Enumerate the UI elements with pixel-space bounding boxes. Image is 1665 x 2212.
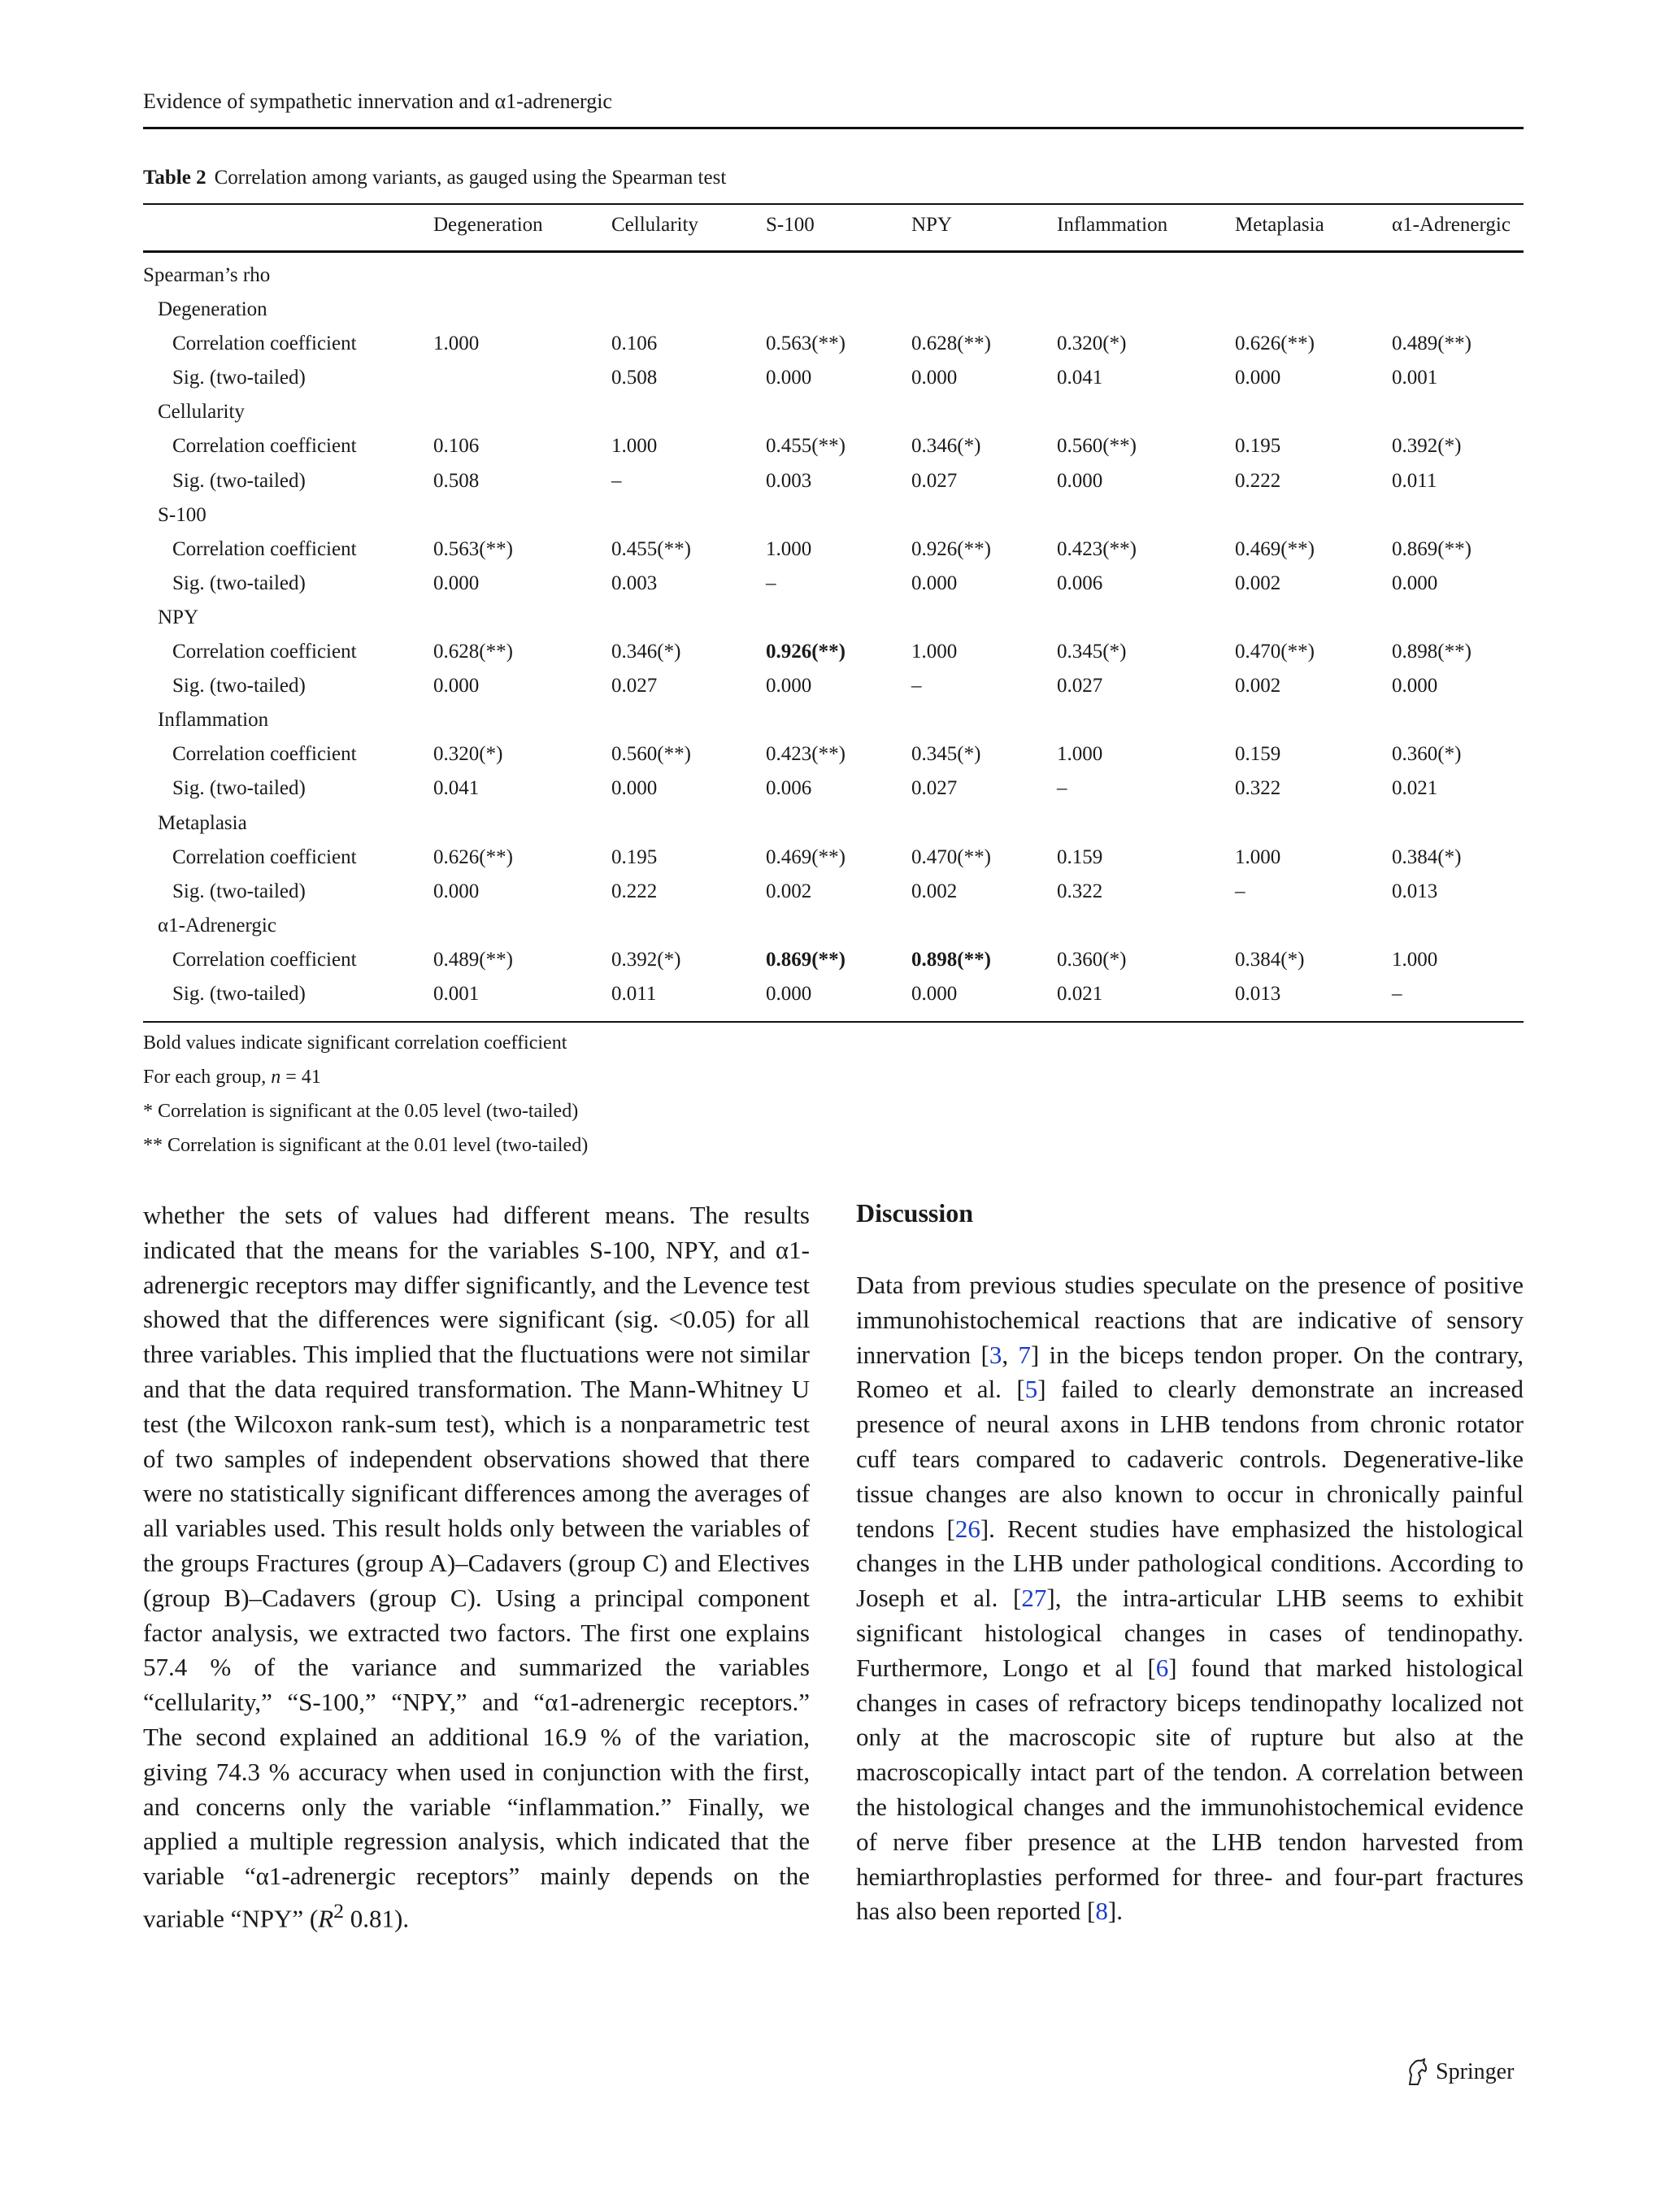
- right-column-paragraph: [856, 1268, 1524, 1929]
- coefficient-cell: 0.346(*): [611, 641, 681, 663]
- header-rule: [143, 127, 1524, 129]
- coefficient-cell: 0.384(*): [1235, 949, 1305, 971]
- text-run: ]. Recent studies have emphasized the histological changes in the LHB under pathological conditions. According to Joseph et al. [: [856, 1514, 1524, 1613]
- footnote-n-value: = 41: [280, 1067, 321, 1088]
- citation-link[interactable]: 26: [954, 1514, 980, 1543]
- variable-label: S-100: [158, 504, 206, 526]
- coefficient-cell: 0.106: [611, 332, 658, 354]
- publisher-name: Springer: [1436, 2059, 1515, 2084]
- coefficient-label: Correlation coefficient: [172, 949, 357, 971]
- citation-link[interactable]: 3: [989, 1340, 1002, 1369]
- coefficient-label: Correlation coefficient: [172, 846, 357, 868]
- significance-cell: 0.011: [611, 983, 657, 1005]
- r-squared-letter: R: [318, 1904, 334, 1933]
- text-run: ], the intra-articular LHB seems to exhibit significant histological changes in cases of tendinopathy. Furthermore, Longo et al [: [856, 1584, 1524, 1682]
- text-run: ] failed to clearly demonstrate an increased presence of neural axons in LHB tendons from chronic rotator cuff tears compared to cadaveric controls. Degenerative-like tissue changes are also known to occur in chronically painful tendons [: [856, 1375, 1524, 1543]
- significance-cell: 0.003: [611, 572, 658, 594]
- significance-cell: 0.000: [1057, 470, 1103, 492]
- significance-cell: 0.003: [766, 470, 812, 492]
- coefficient-cell: 0.360(*): [1057, 949, 1127, 971]
- variable-label: Degeneration: [158, 298, 267, 320]
- coefficient-cell: 0.628(**): [433, 641, 513, 663]
- left-paragraph-text: whether the sets of values had different means. The results indicated that the means for the variables S-100, NPY, and α1-adrenergic receptors may differ significantly, and the Levence test showed that the differences were significant (sig. <0.05) for all three variables. This implied that the fluctuations were not similar and that the data required transformation. The Mann-Whitney U test (the Wilcoxon rank-sum test), which is a nonparametric test of two samples of independent observations showed that there were no statistically significant differences among the averages of all variables used. This result holds only between the variables of the groups Fractures (group A)–Cadavers (group C) and Electives (group B)–Cadavers (group C). Using a principal component factor analysis, we extracted two factors. The first one explains 57.4 % of the variance and summarized the variables “cellularity,” “S-100,” “NPY,” and “α1-adrenergic receptors.” The second explained an additional 16.9 % of the variation, giving 74.3 % accuracy when used in conjunction with the first, and concerns only the variable “inflammation.” Finally, we applied a multiple regression analysis, which indicated that the variable “α1-adrenergic receptors” mainly depends on the variable “NPY” (: [143, 1201, 810, 1933]
- coefficient-cell: 1.000: [1057, 743, 1103, 765]
- left-column-paragraph: [143, 1198, 810, 1936]
- significance-cell: 0.508: [433, 470, 480, 492]
- significance-cell: 0.000: [433, 880, 480, 902]
- coefficient-cell: 1.000: [911, 641, 958, 663]
- citation-link[interactable]: 6: [1155, 1653, 1169, 1682]
- coefficient-label: Correlation coefficient: [172, 332, 357, 354]
- significance-cell: 0.021: [1057, 983, 1103, 1005]
- coefficient-cell: 0.345(*): [1057, 641, 1127, 663]
- table-caption: [143, 167, 726, 189]
- significance-cell: 0.222: [1235, 470, 1281, 492]
- column-header: Cellularity: [611, 214, 698, 236]
- significance-cell: 0.000: [911, 367, 958, 389]
- coefficient-cell: 0.898(**): [911, 949, 991, 971]
- coefficient-cell: 0.626(**): [1235, 332, 1315, 354]
- significance-label: Sig. (two-tailed): [172, 572, 306, 594]
- significance-label: Sig. (two-tailed): [172, 675, 306, 697]
- variable-label: Cellularity: [158, 401, 245, 423]
- significance-cell: 0.011: [1392, 470, 1437, 492]
- significance-cell: 0.000: [911, 983, 958, 1005]
- coefficient-cell: 0.345(*): [911, 743, 981, 765]
- coefficient-cell: 0.195: [1235, 435, 1281, 457]
- coefficient-row: [143, 538, 1524, 572]
- table-top-rule: [143, 203, 1524, 205]
- r-squared-exponent: 2: [333, 1898, 345, 1923]
- column-header: Inflammation: [1057, 214, 1168, 236]
- left-paragraph-end: 0.81).: [344, 1904, 410, 1933]
- significance-cell: 0.000: [1235, 367, 1281, 389]
- coefficient-cell: 0.455(**): [766, 435, 846, 457]
- significance-row: [143, 367, 1524, 401]
- significance-cell: 0.000: [1392, 572, 1438, 594]
- footnote-bold: Bold values indicate significant correlation coefficient: [143, 1032, 567, 1054]
- running-head: Evidence of sympathetic innervation and α1-adrenergic: [143, 89, 612, 113]
- column-header: α1-Adrenergic: [1392, 214, 1511, 236]
- significance-cell: 0.041: [1057, 367, 1103, 389]
- group-label: Spearman’s rho: [143, 264, 271, 286]
- coefficient-cell: 0.195: [611, 846, 658, 868]
- coefficient-cell: 0.489(**): [433, 949, 513, 971]
- significance-cell: –: [1057, 777, 1067, 799]
- variable-row-label: [143, 812, 1524, 846]
- coefficient-cell: 0.423(**): [766, 743, 846, 765]
- text-run: ].: [1107, 1897, 1123, 1926]
- coefficient-cell: 0.560(**): [611, 743, 691, 765]
- significance-cell: 0.222: [611, 880, 658, 902]
- coefficient-row: [143, 332, 1524, 367]
- variable-row-label: [143, 298, 1524, 332]
- coefficient-cell: 0.159: [1235, 743, 1281, 765]
- significance-cell: 0.006: [1057, 572, 1103, 594]
- significance-cell: –: [911, 675, 922, 697]
- significance-cell: 0.000: [766, 675, 812, 697]
- significance-row: [143, 983, 1524, 1017]
- table-bottom-rule: [143, 1021, 1524, 1023]
- significance-cell: 0.000: [766, 367, 812, 389]
- column-header: S-100: [766, 214, 815, 236]
- variable-row-label: [143, 915, 1524, 949]
- significance-cell: 0.001: [433, 983, 480, 1005]
- coefficient-cell: 1.000: [611, 435, 658, 457]
- coefficient-cell: 0.469(**): [766, 846, 846, 868]
- significance-row: [143, 675, 1524, 709]
- coefficient-label: Correlation coefficient: [172, 641, 357, 663]
- significance-cell: 0.002: [911, 880, 958, 902]
- significance-label: Sig. (two-tailed): [172, 470, 306, 492]
- coefficient-cell: 0.320(*): [433, 743, 503, 765]
- variable-row-label: [143, 504, 1524, 538]
- significance-row: [143, 572, 1524, 606]
- coefficient-label: Correlation coefficient: [172, 538, 357, 560]
- coefficient-cell: 0.320(*): [1057, 332, 1127, 354]
- coefficient-cell: 1.000: [1235, 846, 1281, 868]
- table-header-rule: [143, 250, 1524, 253]
- significance-cell: 0.002: [766, 880, 812, 902]
- coefficient-cell: 0.455(**): [611, 538, 691, 560]
- footnote-n-var: n: [271, 1067, 281, 1088]
- variable-row-label: [143, 401, 1524, 435]
- footnote-one-star: * Correlation is significant at the 0.05 level (two-tailed): [143, 1101, 579, 1122]
- text-run: ,: [1002, 1340, 1019, 1369]
- significance-row: [143, 470, 1524, 504]
- significance-cell: 0.013: [1235, 983, 1281, 1005]
- variable-label: Metaplasia: [158, 812, 247, 834]
- variable-label: Inflammation: [158, 709, 269, 731]
- coefficient-cell: 0.563(**): [433, 538, 513, 560]
- significance-cell: –: [611, 470, 622, 492]
- variable-label: α1-Adrenergic: [158, 915, 276, 937]
- significance-cell: 0.001: [1392, 367, 1438, 389]
- coefficient-cell: 0.869(**): [766, 949, 846, 971]
- significance-cell: 0.000: [433, 572, 480, 594]
- citation-link[interactable]: 8: [1095, 1897, 1108, 1926]
- coefficient-cell: 0.470(**): [1235, 641, 1315, 663]
- coefficient-cell: 0.898(**): [1392, 641, 1472, 663]
- footnote-two-star: ** Correlation is significant at the 0.01 level (two-tailed): [143, 1135, 589, 1156]
- coefficient-cell: 0.563(**): [766, 332, 846, 354]
- coefficient-row: [143, 949, 1524, 983]
- citation-link[interactable]: 27: [1021, 1584, 1047, 1613]
- significance-cell: –: [1235, 880, 1245, 902]
- coefficient-cell: 0.626(**): [433, 846, 513, 868]
- significance-cell: 0.000: [911, 572, 958, 594]
- column-header: Degeneration: [433, 214, 543, 236]
- coefficient-label: Correlation coefficient: [172, 435, 357, 457]
- coefficient-label: Correlation coefficient: [172, 743, 357, 765]
- coefficient-cell: 0.489(**): [1392, 332, 1472, 354]
- significance-cell: 0.027: [911, 777, 958, 799]
- significance-cell: 0.027: [611, 675, 658, 697]
- coefficient-cell: 1.000: [433, 332, 480, 354]
- column-header: NPY: [911, 214, 953, 236]
- text-run: ] in the biceps tendon proper. On the contrary, Romeo et al. [: [856, 1340, 1524, 1404]
- text-run: ] found that marked histological changes in cases of refractory biceps tendinopathy localized not only at the macroscopic site of rupture but also at the macroscopically intact part of the tendon. A correlation between the histological changes and the immunohistochemical evidence of nerve fiber presence at the LHB tendon harvested from hemiarthroplasties performed for three- and four-part fractures has also been reported [: [856, 1653, 1524, 1926]
- coefficient-cell: 1.000: [1392, 949, 1438, 971]
- coefficient-cell: 0.869(**): [1392, 538, 1472, 560]
- coefficient-cell: 0.346(*): [911, 435, 981, 457]
- significance-cell: 0.027: [1057, 675, 1103, 697]
- coefficient-cell: 0.392(*): [1392, 435, 1462, 457]
- section-heading-discussion: Discussion: [856, 1198, 974, 1228]
- coefficient-cell: 0.926(**): [911, 538, 991, 560]
- table-label: Table 2: [143, 167, 206, 189]
- significance-cell: 0.021: [1392, 777, 1438, 799]
- significance-label: Sig. (two-tailed): [172, 880, 306, 902]
- significance-label: Sig. (two-tailed): [172, 983, 306, 1005]
- column-header: Metaplasia: [1235, 214, 1324, 236]
- significance-cell: 0.322: [1057, 880, 1103, 902]
- variable-row-label: [143, 709, 1524, 743]
- significance-row: [143, 880, 1524, 915]
- coefficient-cell: 0.469(**): [1235, 538, 1315, 560]
- coefficient-row: [143, 743, 1524, 777]
- footnote-n-prefix: For each group,: [143, 1067, 272, 1088]
- citation-link[interactable]: 7: [1018, 1340, 1031, 1369]
- variable-row-label: [143, 606, 1524, 641]
- significance-cell: 0.027: [911, 470, 958, 492]
- publisher-footer: [1405, 2058, 1514, 2086]
- significance-cell: 0.000: [433, 675, 480, 697]
- coefficient-cell: 0.159: [1057, 846, 1103, 868]
- coefficient-cell: 0.926(**): [766, 641, 846, 663]
- significance-cell: 0.508: [611, 367, 658, 389]
- coefficient-row: [143, 435, 1524, 469]
- table-header-row: [143, 214, 1524, 248]
- significance-label: Sig. (two-tailed): [172, 367, 306, 389]
- significance-cell: 0.000: [1392, 675, 1438, 697]
- coefficient-row: [143, 846, 1524, 880]
- coefficient-cell: 0.106: [433, 435, 480, 457]
- significance-cell: 0.000: [766, 983, 812, 1005]
- coefficient-cell: 0.384(*): [1392, 846, 1462, 868]
- text-run: Data from previous studies speculate on the presence of positive immunohistochemical reactions that are indicative of sensory innervation [: [856, 1271, 1524, 1369]
- significance-label: Sig. (two-tailed): [172, 777, 306, 799]
- coefficient-cell: 0.470(**): [911, 846, 991, 868]
- significance-row: [143, 777, 1524, 811]
- coefficient-cell: 0.628(**): [911, 332, 991, 354]
- significance-cell: –: [766, 572, 776, 594]
- significance-cell: 0.006: [766, 777, 812, 799]
- group-label-row: [143, 264, 1524, 298]
- footnote-n: [143, 1067, 321, 1089]
- significance-cell: –: [1392, 983, 1402, 1005]
- variable-label: NPY: [158, 606, 199, 628]
- coefficient-cell: 0.560(**): [1057, 435, 1137, 457]
- coefficient-row: [143, 641, 1524, 675]
- springer-horse-icon: [1405, 2058, 1429, 2086]
- significance-cell: 0.002: [1235, 675, 1281, 697]
- coefficient-cell: 0.392(*): [611, 949, 681, 971]
- significance-cell: 0.322: [1235, 777, 1281, 799]
- table-title: Correlation among variants, as gauged using the Spearman test: [214, 167, 727, 189]
- significance-cell: 0.002: [1235, 572, 1281, 594]
- significance-cell: 0.013: [1392, 880, 1438, 902]
- significance-cell: 0.000: [611, 777, 658, 799]
- coefficient-cell: 1.000: [766, 538, 812, 560]
- significance-cell: 0.041: [433, 777, 480, 799]
- citation-link[interactable]: 5: [1024, 1375, 1038, 1404]
- coefficient-cell: 0.360(*): [1392, 743, 1462, 765]
- coefficient-cell: 0.423(**): [1057, 538, 1137, 560]
